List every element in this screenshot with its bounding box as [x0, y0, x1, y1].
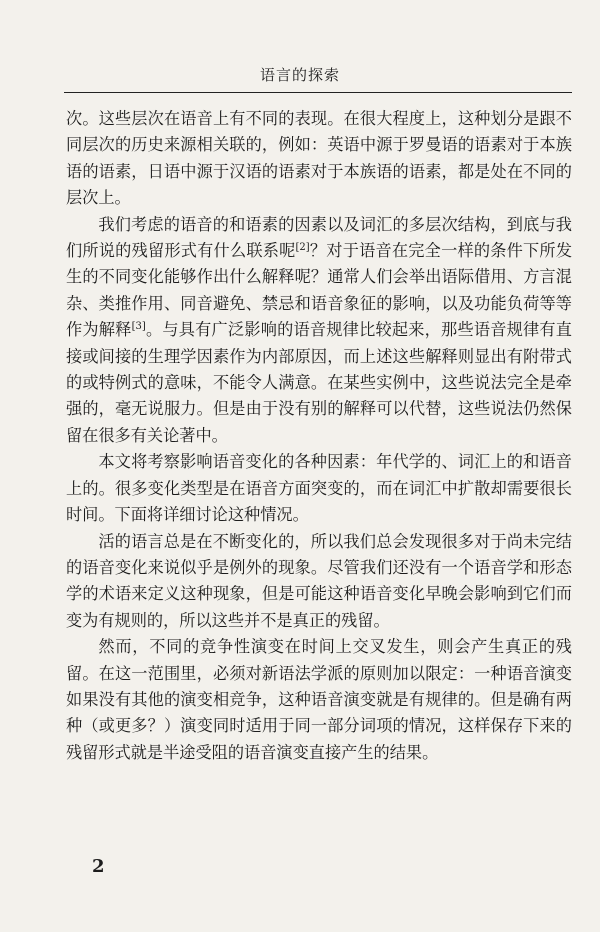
paragraph-text: 本文将考察影响语音变化的各种因素：年代学的、词汇上的和语音上的。很多变化类型是在语音方面突变的，而在词汇中扩散却需要很长时间。下面将详细讨论这种情况。: [66, 452, 572, 525]
paragraph-p2: [66, 212, 572, 450]
paragraph-text: 我们考虑的语音的和语素的因素以及词汇的多层次结构，到底与我们所说的残留形式有什么联系呢: [66, 214, 572, 261]
body-text: [66, 106, 572, 766]
paragraph-text: 活的语言总是在不断变化的，所以我们总会发现很多对于尚未完结的语音变化来说似乎是例外的现象。尽管我们还没有一个语音学和形态学的术语来定义这种现象，但是可能这种语音变化早晚会影响到它们而变为有规则的，所以这些并不是真正的残留。: [66, 531, 572, 630]
paragraph-text: 。与具有广泛影响的语音规律比较起来，那些语音规律有直接或间接的生理学因素作为内部原因，而上述这些解释则显出有附带式的或特例式的意味，不能令人满意。在某些实例中，这些说法完全是牵强的，毫无说服力。但是由于没有别的解释可以代替，这些说法仍然保留在很多有关论著中。: [66, 320, 572, 445]
page-number: 2: [92, 856, 105, 877]
header-rule: [64, 92, 572, 93]
footnote-ref: [3]: [131, 321, 146, 333]
paragraph-p3: [66, 449, 572, 528]
running-header-title: 语言的探索: [259, 66, 340, 84]
paragraph-text: 次。这些层次在语音上有不同的表现。在很大程度上，这种划分是跟不同层次的历史来源相关联的，例如：英语中源于罗曼语的语素对于本族语的语素，日语中源于汉语的语素对于本族语的语素，都是处在不同的层次上。: [66, 109, 572, 208]
paragraph-p1: [66, 106, 572, 212]
paragraph-text: ？对于语音在完全一样的条件下所发生的不同变化能够作出什么解释呢？通常人们会举出语际借用、方言混杂、类推作用、同音避免、禁忌和语音象征的影响，以及功能负荷等等作为解释: [66, 241, 573, 340]
paragraph-p5: [66, 634, 572, 766]
paragraph-text: 然而，不同的竞争性演变在时间上交叉发生，则会产生真正的残留。在这一范围里，必须对新语法学派的原则加以限定：一种语音演变如果没有其他的演变相竞争，这种语音演变就是有规律的。但是确有两种（或更多？）演变同时适用于同一部分词项的情况，这样保存下来的残留形式就是半途受阻的语音演变直接产生的结果。: [66, 637, 572, 762]
footnote-ref: [2]: [295, 242, 310, 254]
paragraph-p4: [66, 529, 572, 635]
